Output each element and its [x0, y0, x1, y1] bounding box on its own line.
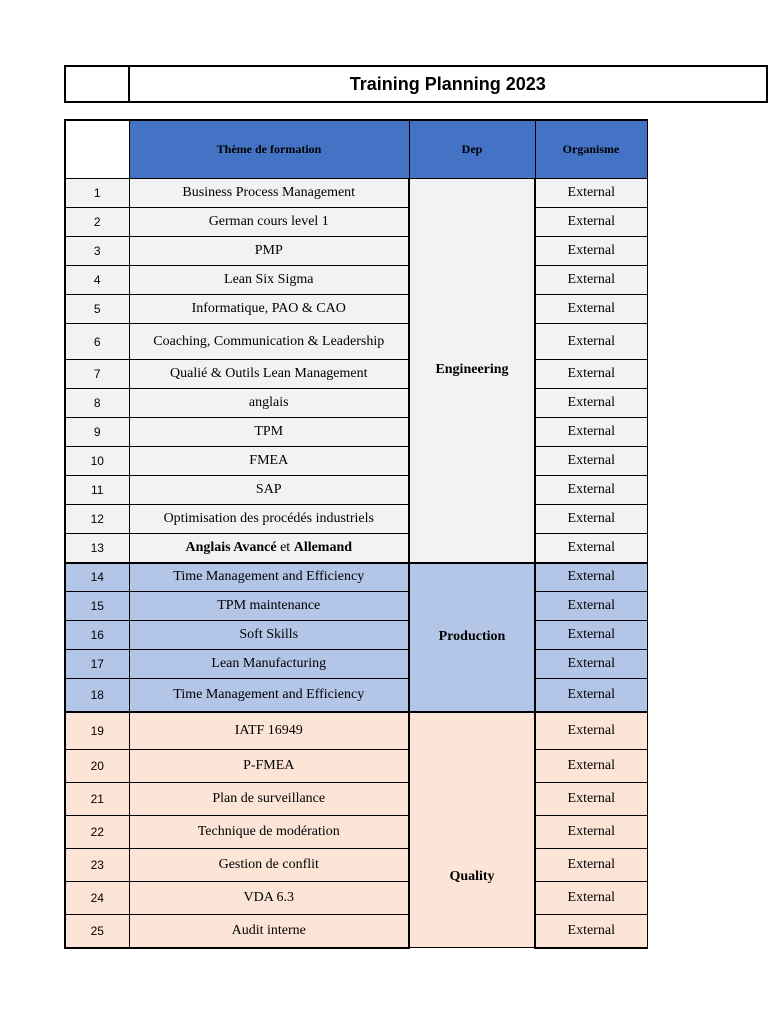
table-row [65, 295, 647, 324]
row-number[interactable]: 16 [65, 621, 129, 650]
theme-cell[interactable]: Optimisation des procédés industriels [129, 505, 409, 534]
row-number[interactable]: 9 [65, 418, 129, 447]
table-row [65, 750, 647, 783]
row-number[interactable]: 22 [65, 816, 129, 849]
theme-cell[interactable]: PMP [129, 237, 409, 266]
theme-cell[interactable]: Plan de surveillance [129, 783, 409, 816]
row-number[interactable]: 1 [65, 179, 129, 208]
row-number[interactable]: 3 [65, 237, 129, 266]
header-organisme[interactable]: Organisme [535, 120, 647, 179]
theme-cell[interactable]: SAP [129, 476, 409, 505]
row-number[interactable]: 21 [65, 783, 129, 816]
row-number[interactable]: 17 [65, 650, 129, 679]
header-theme[interactable]: Thème de formation [129, 120, 409, 179]
header-dep[interactable]: Dep [409, 120, 535, 179]
table-row [65, 712, 647, 750]
organisme-cell[interactable]: External [535, 816, 647, 849]
table-row [65, 418, 647, 447]
table-row [65, 476, 647, 505]
header-index[interactable] [65, 120, 129, 179]
theme-cell[interactable]: TPM maintenance [129, 592, 409, 621]
table-row [65, 679, 647, 712]
theme-bold-part: Anglais Avancé [185, 539, 277, 555]
organisme-cell[interactable]: External [535, 237, 647, 266]
organisme-cell[interactable]: External [535, 179, 647, 208]
organisme-cell[interactable]: External [535, 563, 647, 592]
theme-cell[interactable]: P-FMEA [129, 750, 409, 783]
theme-cell[interactable]: Coaching, Communication & Leadership [129, 324, 409, 360]
theme-plain-part: et [276, 539, 294, 555]
theme-cell[interactable]: Time Management and Efficiency [129, 679, 409, 712]
organisme-cell[interactable]: External [535, 208, 647, 237]
table-row [65, 389, 647, 418]
theme-cell[interactable]: Audit interne [129, 915, 409, 948]
organisme-cell[interactable]: External [535, 360, 647, 389]
theme-cell[interactable]: Gestion de conflit [129, 849, 409, 882]
organisme-cell[interactable]: External [535, 783, 647, 816]
row-number[interactable]: 10 [65, 447, 129, 476]
table-row [65, 849, 647, 882]
theme-cell[interactable]: Soft Skills [129, 621, 409, 650]
title-index-cell[interactable] [65, 66, 129, 102]
organisme-cell[interactable]: External [535, 712, 647, 750]
row-number[interactable]: 4 [65, 266, 129, 295]
row-number[interactable]: 2 [65, 208, 129, 237]
theme-cell[interactable]: Technique de modération [129, 816, 409, 849]
header-row [65, 120, 647, 179]
table-row [65, 208, 647, 237]
theme-cell[interactable]: anglais [129, 389, 409, 418]
theme-cell[interactable]: Informatique, PAO & CAO [129, 295, 409, 324]
organisme-cell[interactable]: External [535, 679, 647, 712]
theme-cell[interactable]: Time Management and Efficiency [129, 563, 409, 592]
table-row [65, 179, 647, 208]
row-number[interactable]: 14 [65, 563, 129, 592]
theme-cell[interactable]: FMEA [129, 447, 409, 476]
theme-bold-part: Allemand [293, 539, 353, 555]
row-number[interactable]: 7 [65, 360, 129, 389]
organisme-cell[interactable]: External [535, 849, 647, 882]
table-row [65, 783, 647, 816]
theme-cell[interactable]: Qualié & Outils Lean Management [129, 360, 409, 389]
organisme-cell[interactable]: External [535, 476, 647, 505]
row-number[interactable]: 23 [65, 849, 129, 882]
theme-cell[interactable]: TPM [129, 418, 409, 447]
table-row [65, 505, 647, 534]
table-row [65, 816, 647, 849]
organisme-cell[interactable]: External [535, 915, 647, 948]
row-number[interactable]: 20 [65, 750, 129, 783]
organisme-cell[interactable]: External [535, 324, 647, 360]
theme-cell[interactable]: IATF 16949 [129, 712, 409, 750]
page-title[interactable]: Training Planning 2023 [129, 66, 768, 102]
table-row [65, 360, 647, 389]
row-number[interactable]: 25 [65, 915, 129, 948]
organisme-cell[interactable]: External [535, 750, 647, 783]
theme-cell[interactable]: German cours level 1 [129, 208, 409, 237]
theme-cell[interactable]: Lean Six Sigma [129, 266, 409, 295]
organisme-cell[interactable]: External [535, 447, 647, 476]
row-number[interactable]: 15 [65, 592, 129, 621]
table-row [65, 592, 647, 621]
organisme-cell[interactable]: External [535, 534, 647, 563]
table-row [65, 563, 647, 592]
organisme-cell[interactable]: External [535, 621, 647, 650]
row-number[interactable]: 12 [65, 505, 129, 534]
organisme-cell[interactable]: External [535, 418, 647, 447]
title-table [64, 65, 768, 103]
organisme-cell[interactable]: External [535, 266, 647, 295]
training-table [64, 119, 648, 949]
dep-cell-engineering[interactable]: Engineering [409, 179, 535, 563]
table-row [65, 447, 647, 476]
dep-cell-production[interactable]: Production [409, 563, 535, 712]
row-number[interactable]: 8 [65, 389, 129, 418]
theme-cell[interactable]: Business Process Management [129, 179, 409, 208]
theme-cell[interactable] [129, 534, 409, 563]
organisme-cell[interactable]: External [535, 505, 647, 534]
theme-cell[interactable]: Lean Manufacturing [129, 650, 409, 679]
table-row [65, 882, 647, 915]
organisme-cell[interactable]: External [535, 882, 647, 915]
row-number[interactable]: 6 [65, 324, 129, 360]
row-number[interactable]: 13 [65, 534, 129, 563]
row-number[interactable]: 24 [65, 882, 129, 915]
row-number[interactable]: 19 [65, 712, 129, 750]
organisme-cell[interactable]: External [535, 592, 647, 621]
table-row [65, 621, 647, 650]
row-number[interactable]: 5 [65, 295, 129, 324]
row-number[interactable]: 11 [65, 476, 129, 505]
table-row [65, 534, 647, 563]
table-row [65, 237, 647, 266]
organisme-cell[interactable]: External [535, 389, 647, 418]
organisme-cell[interactable]: External [535, 650, 647, 679]
dep-cell-quality[interactable]: Quality [409, 712, 535, 948]
theme-cell[interactable]: VDA 6.3 [129, 882, 409, 915]
table-row [65, 324, 647, 360]
table-row [65, 266, 647, 295]
table-row [65, 650, 647, 679]
table-row [65, 915, 647, 948]
row-number[interactable]: 18 [65, 679, 129, 712]
organisme-cell[interactable]: External [535, 295, 647, 324]
